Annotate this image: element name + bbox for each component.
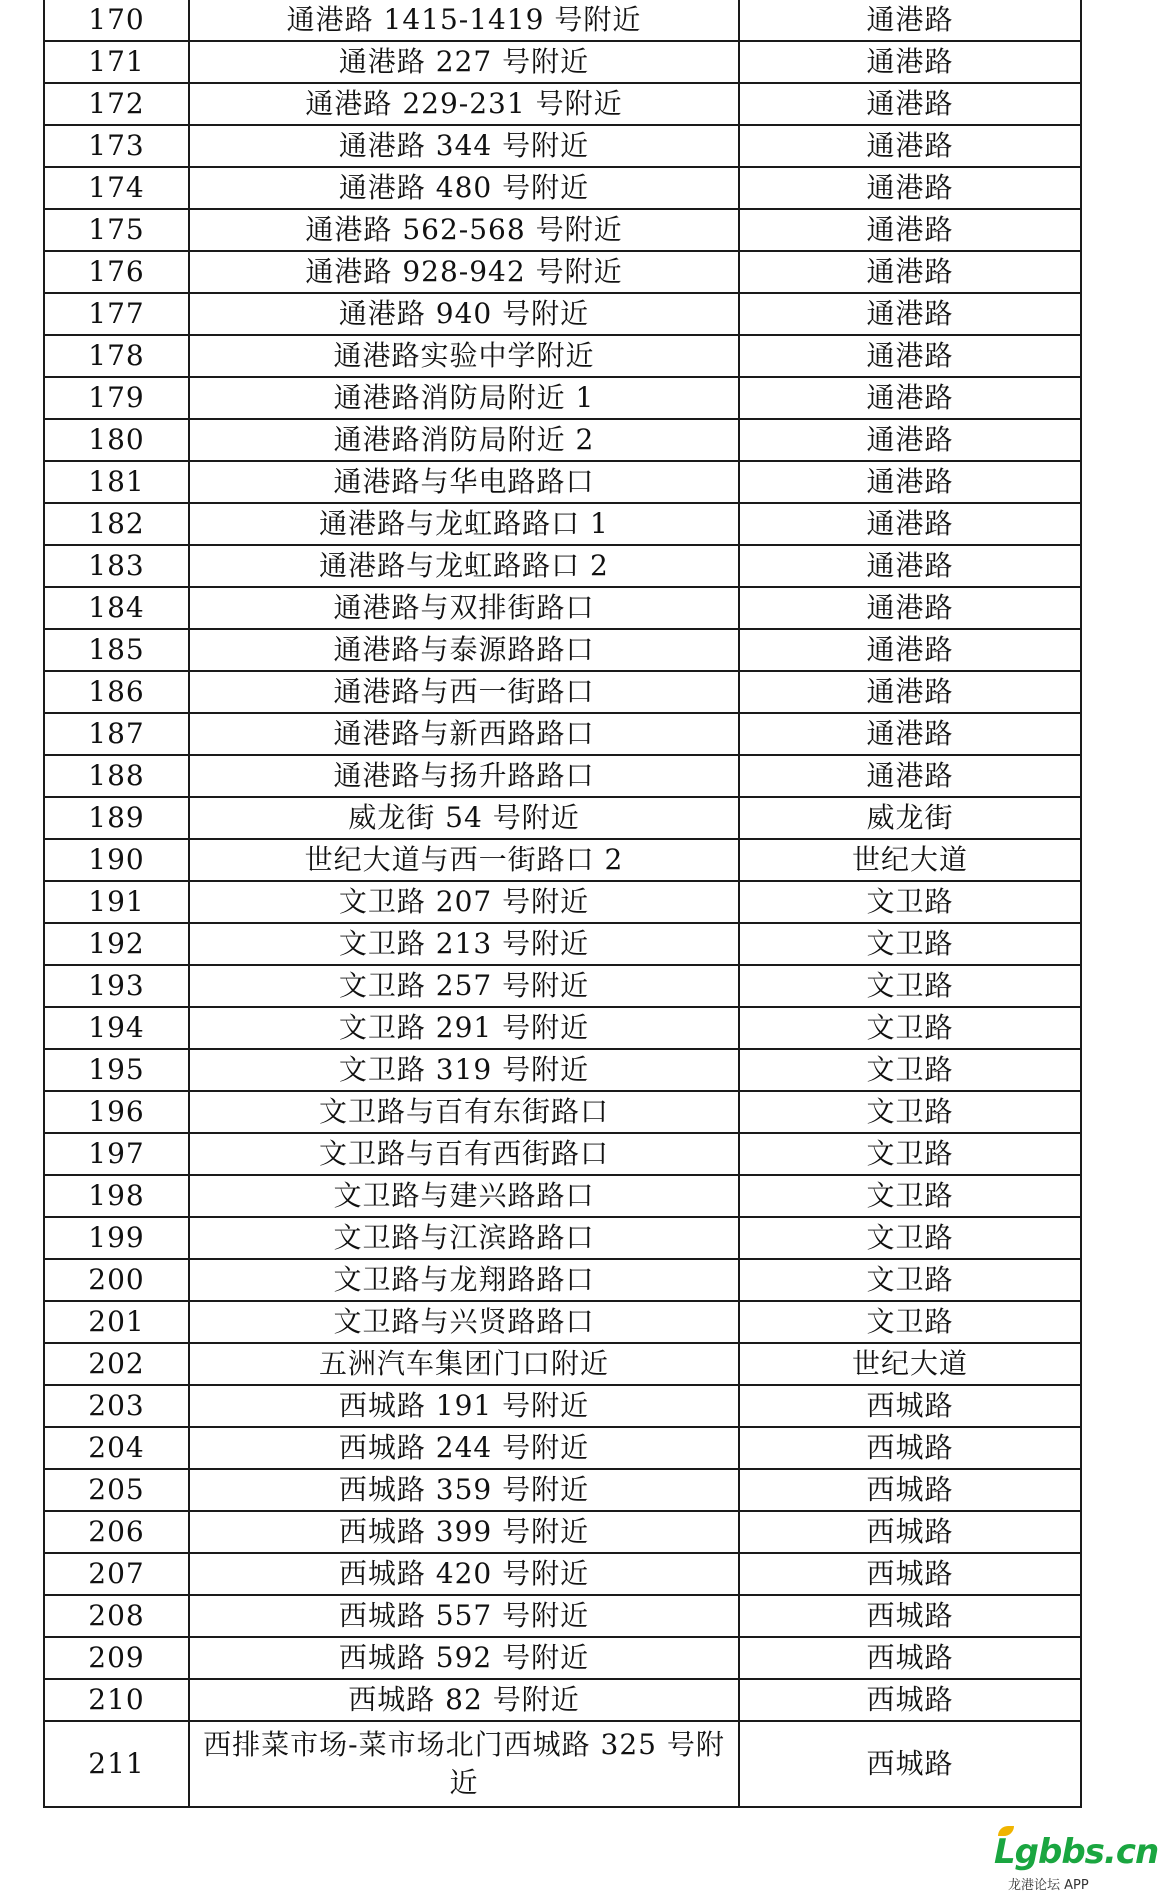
cell-number: 202 <box>44 1343 189 1385</box>
cell-location: 西排菜市场-菜市场北门西城路 325 号附近 <box>189 1721 739 1807</box>
cell-number: 178 <box>44 335 189 377</box>
cell-road: 通港路 <box>739 629 1081 671</box>
cell-number: 206 <box>44 1511 189 1553</box>
cell-road: 通港路 <box>739 0 1081 41</box>
cell-number: 174 <box>44 167 189 209</box>
table-row <box>44 251 1081 293</box>
table-row <box>44 377 1081 419</box>
cell-location: 文卫路 319 号附近 <box>189 1049 739 1091</box>
cell-number: 170 <box>44 0 189 41</box>
cell-road: 通港路 <box>739 671 1081 713</box>
cell-number: 176 <box>44 251 189 293</box>
cell-location: 文卫路与江滨路路口 <box>189 1217 739 1259</box>
cell-location: 通港路消防局附近 2 <box>189 419 739 461</box>
cell-road: 文卫路 <box>739 1133 1081 1175</box>
cell-road: 西城路 <box>739 1469 1081 1511</box>
cell-location: 通港路 344 号附近 <box>189 125 739 167</box>
cell-location: 文卫路与建兴路路口 <box>189 1175 739 1217</box>
cell-location: 西城路 557 号附近 <box>189 1595 739 1637</box>
cell-road: 世纪大道 <box>739 839 1081 881</box>
cell-number: 180 <box>44 419 189 461</box>
cell-location: 通港路 229-231 号附近 <box>189 83 739 125</box>
cell-number: 190 <box>44 839 189 881</box>
table-row <box>44 671 1081 713</box>
cell-location: 通港路与龙虹路路口 2 <box>189 545 739 587</box>
cell-number: 208 <box>44 1595 189 1637</box>
cell-number: 186 <box>44 671 189 713</box>
table-row <box>44 293 1081 335</box>
cell-road: 西城路 <box>739 1721 1081 1807</box>
watermark-subtitle: 龙港论坛 APP <box>1008 1878 1089 1893</box>
cell-number: 195 <box>44 1049 189 1091</box>
cell-number: 209 <box>44 1637 189 1679</box>
table-row <box>44 125 1081 167</box>
table-row <box>44 1133 1081 1175</box>
table-row <box>44 1469 1081 1511</box>
cell-number: 181 <box>44 461 189 503</box>
table-row <box>44 1427 1081 1469</box>
cell-location: 文卫路 257 号附近 <box>189 965 739 1007</box>
cell-road: 通港路 <box>739 167 1081 209</box>
cell-number: 184 <box>44 587 189 629</box>
cell-road: 通港路 <box>739 503 1081 545</box>
cell-number: 182 <box>44 503 189 545</box>
cell-number: 175 <box>44 209 189 251</box>
cell-road: 西城路 <box>739 1427 1081 1469</box>
cell-location: 通港路 480 号附近 <box>189 167 739 209</box>
cell-location: 世纪大道与西一街路口 2 <box>189 839 739 881</box>
table-row <box>44 713 1081 755</box>
cell-number: 187 <box>44 713 189 755</box>
cell-location: 通港路消防局附近 1 <box>189 377 739 419</box>
cell-road: 世纪大道 <box>739 1343 1081 1385</box>
cell-location: 西城路 244 号附近 <box>189 1427 739 1469</box>
table-row <box>44 1637 1081 1679</box>
cell-location: 通港路与扬升路路口 <box>189 755 739 797</box>
cell-location: 西城路 359 号附近 <box>189 1469 739 1511</box>
cell-location: 西城路 191 号附近 <box>189 1385 739 1427</box>
table-row <box>44 755 1081 797</box>
cell-number: 177 <box>44 293 189 335</box>
cell-location: 通港路与双排街路口 <box>189 587 739 629</box>
cell-road: 通港路 <box>739 461 1081 503</box>
cell-number: 183 <box>44 545 189 587</box>
cell-location: 通港路 1415-1419 号附近 <box>189 0 739 41</box>
table-row <box>44 335 1081 377</box>
cell-road: 西城路 <box>739 1679 1081 1721</box>
table-row <box>44 1091 1081 1133</box>
cell-road: 西城路 <box>739 1637 1081 1679</box>
cell-road: 西城路 <box>739 1511 1081 1553</box>
cell-road: 文卫路 <box>739 965 1081 1007</box>
cell-location: 文卫路与百有东街路口 <box>189 1091 739 1133</box>
cell-location: 通港路 227 号附近 <box>189 41 739 83</box>
cell-road: 文卫路 <box>739 1091 1081 1133</box>
cell-location: 西城路 420 号附近 <box>189 1553 739 1595</box>
table-row <box>44 1049 1081 1091</box>
table-row <box>44 0 1081 41</box>
cell-location: 西城路 399 号附近 <box>189 1511 739 1553</box>
cell-location: 西城路 592 号附近 <box>189 1637 739 1679</box>
cell-number: 185 <box>44 629 189 671</box>
cell-number: 194 <box>44 1007 189 1049</box>
cell-number: 204 <box>44 1427 189 1469</box>
cell-road: 西城路 <box>739 1553 1081 1595</box>
table-row <box>44 923 1081 965</box>
table-body <box>44 0 1081 1807</box>
cell-number: 173 <box>44 125 189 167</box>
table-row <box>44 1595 1081 1637</box>
cell-location: 五洲汽车集团门口附近 <box>189 1343 739 1385</box>
cell-number: 198 <box>44 1175 189 1217</box>
cell-road: 文卫路 <box>739 1217 1081 1259</box>
table-row <box>44 797 1081 839</box>
cell-location: 文卫路与兴贤路路口 <box>189 1301 739 1343</box>
table-row <box>44 1679 1081 1721</box>
location-table <box>43 0 1082 1808</box>
table-row <box>44 167 1081 209</box>
cell-number: 179 <box>44 377 189 419</box>
cell-road: 通港路 <box>739 587 1081 629</box>
table-row <box>44 41 1081 83</box>
cell-road: 文卫路 <box>739 1049 1081 1091</box>
cell-road: 通港路 <box>739 419 1081 461</box>
table-row <box>44 629 1081 671</box>
table-row <box>44 1343 1081 1385</box>
cell-road: 通港路 <box>739 293 1081 335</box>
cell-road: 文卫路 <box>739 881 1081 923</box>
cell-road: 通港路 <box>739 335 1081 377</box>
cell-number: 203 <box>44 1385 189 1427</box>
table-row <box>44 1721 1081 1807</box>
cell-location: 通港路 928-942 号附近 <box>189 251 739 293</box>
table-row <box>44 461 1081 503</box>
cell-road: 通港路 <box>739 713 1081 755</box>
cell-road: 西城路 <box>739 1595 1081 1637</box>
table-row <box>44 1175 1081 1217</box>
cell-location: 通港路与泰源路路口 <box>189 629 739 671</box>
cell-location: 文卫路与龙翔路路口 <box>189 1259 739 1301</box>
cell-road: 文卫路 <box>739 1007 1081 1049</box>
cell-location: 文卫路与百有西街路口 <box>189 1133 739 1175</box>
cell-location: 文卫路 213 号附近 <box>189 923 739 965</box>
cell-road: 西城路 <box>739 1385 1081 1427</box>
cell-road: 通港路 <box>739 83 1081 125</box>
cell-road: 通港路 <box>739 209 1081 251</box>
cell-location: 通港路实验中学附近 <box>189 335 739 377</box>
table-row <box>44 545 1081 587</box>
cell-number: 210 <box>44 1679 189 1721</box>
table-row <box>44 965 1081 1007</box>
cell-road: 文卫路 <box>739 923 1081 965</box>
table-row <box>44 419 1081 461</box>
cell-road: 通港路 <box>739 545 1081 587</box>
cell-road: 文卫路 <box>739 1175 1081 1217</box>
cell-location: 通港路与龙虹路路口 1 <box>189 503 739 545</box>
cell-location: 威龙街 54 号附近 <box>189 797 739 839</box>
table-row <box>44 1007 1081 1049</box>
cell-road: 通港路 <box>739 755 1081 797</box>
cell-road: 文卫路 <box>739 1259 1081 1301</box>
watermark-logo: Lgbbs.cn <box>994 1832 1158 1872</box>
cell-number: 205 <box>44 1469 189 1511</box>
table-row <box>44 1217 1081 1259</box>
cell-location: 通港路 562-568 号附近 <box>189 209 739 251</box>
table-row <box>44 1553 1081 1595</box>
cell-number: 207 <box>44 1553 189 1595</box>
cell-number: 197 <box>44 1133 189 1175</box>
cell-location: 文卫路 291 号附近 <box>189 1007 739 1049</box>
cell-road: 通港路 <box>739 125 1081 167</box>
cell-location: 通港路与华电路路口 <box>189 461 739 503</box>
table-row <box>44 1301 1081 1343</box>
table-row <box>44 83 1081 125</box>
table-row <box>44 839 1081 881</box>
cell-number: 199 <box>44 1217 189 1259</box>
cell-road: 通港路 <box>739 251 1081 293</box>
cell-number: 201 <box>44 1301 189 1343</box>
table-row <box>44 587 1081 629</box>
cell-road: 通港路 <box>739 377 1081 419</box>
cell-location: 通港路 940 号附近 <box>189 293 739 335</box>
cell-road: 通港路 <box>739 41 1081 83</box>
cell-number: 192 <box>44 923 189 965</box>
table-row <box>44 1259 1081 1301</box>
cell-road: 文卫路 <box>739 1301 1081 1343</box>
table-row <box>44 209 1081 251</box>
cell-number: 211 <box>44 1721 189 1807</box>
cell-number: 171 <box>44 41 189 83</box>
cell-location: 西城路 82 号附近 <box>189 1679 739 1721</box>
table-row <box>44 1385 1081 1427</box>
cell-number: 196 <box>44 1091 189 1133</box>
cell-number: 172 <box>44 83 189 125</box>
cell-location: 通港路与西一街路口 <box>189 671 739 713</box>
cell-number: 189 <box>44 797 189 839</box>
cell-number: 188 <box>44 755 189 797</box>
table-row <box>44 503 1081 545</box>
cell-number: 193 <box>44 965 189 1007</box>
table-row <box>44 1511 1081 1553</box>
cell-number: 200 <box>44 1259 189 1301</box>
cell-road: 威龙街 <box>739 797 1081 839</box>
cell-number: 191 <box>44 881 189 923</box>
watermark <box>994 1822 1158 1894</box>
table-row <box>44 881 1081 923</box>
cell-location: 通港路与新西路路口 <box>189 713 739 755</box>
cell-location: 文卫路 207 号附近 <box>189 881 739 923</box>
